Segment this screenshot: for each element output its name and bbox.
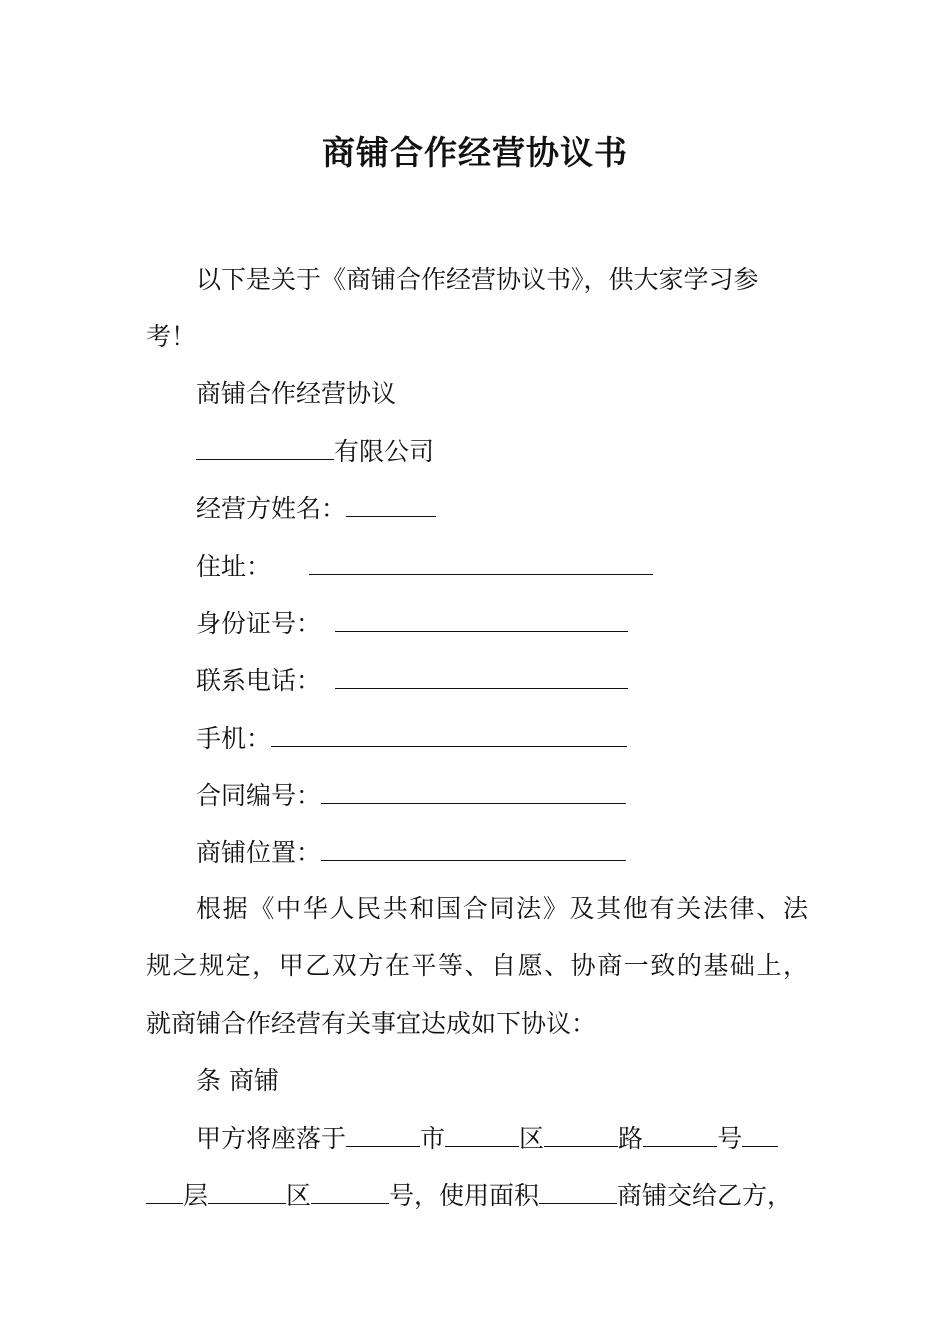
clause-line-1	[196, 1118, 816, 1159]
operator-name-label: 经营方姓名：	[196, 494, 347, 523]
operator-name-line	[196, 488, 866, 529]
floor-blank-end[interactable]	[146, 1175, 183, 1204]
contract-number-blank[interactable]	[321, 775, 626, 804]
shop-location-label: 商铺位置：	[196, 838, 322, 867]
id-number-blank[interactable]	[335, 603, 628, 632]
company-suffix: 有限公司	[334, 437, 435, 466]
clause-text: 号	[717, 1124, 743, 1153]
id-number-line	[196, 603, 866, 644]
intro-line-1	[196, 260, 808, 300]
basis-line-3: 就商铺合作经营有关事宜达成如下协议：	[146, 1009, 597, 1038]
clause-text: 市	[420, 1124, 446, 1153]
mobile-label: 手机：	[196, 724, 272, 753]
usable-area-blank[interactable]	[539, 1175, 617, 1204]
district-blank[interactable]	[445, 1118, 519, 1147]
address-label: 住址：	[196, 552, 272, 581]
phone-line	[196, 660, 866, 701]
address-line	[196, 546, 866, 587]
clause-text: 商铺交给乙方，	[617, 1181, 793, 1210]
phone-label: 联系电话：	[196, 666, 322, 695]
number-blank[interactable]	[643, 1118, 717, 1147]
intro-text-1: 以下是关于《商铺合作经营协议书》，供大家学习参	[196, 265, 759, 294]
road-blank[interactable]	[544, 1118, 618, 1147]
clause-text: 路	[618, 1124, 644, 1153]
clause-text: 甲方将座落于	[196, 1124, 347, 1153]
address-blank[interactable]	[309, 546, 653, 575]
agreement-subtitle: 商铺合作经营协议	[196, 379, 397, 408]
basis-line-2: 规之规定，甲乙双方在平等、自愿、协商一致的基础上，	[146, 951, 808, 980]
intro-line-2	[146, 317, 816, 357]
contract-number-label: 合同编号：	[196, 781, 322, 810]
shop-location-blank[interactable]	[321, 832, 626, 861]
clause-text: 层	[183, 1181, 209, 1210]
unit-blank[interactable]	[311, 1175, 389, 1204]
clause-text: 区	[286, 1181, 312, 1210]
basis-line-1: 根据《中华人民共和国合同法》及其他有关法律、法	[196, 894, 808, 923]
phone-blank[interactable]	[335, 660, 628, 689]
clause-line-2	[146, 1175, 816, 1216]
city-blank[interactable]	[346, 1118, 420, 1147]
company-name-blank[interactable]	[196, 431, 334, 460]
area-blank[interactable]	[208, 1175, 286, 1204]
company-line	[196, 431, 866, 472]
id-number-label: 身份证号：	[196, 609, 322, 638]
intro-text-2: 考！	[146, 322, 197, 351]
article-heading: 条 商铺	[196, 1066, 279, 1095]
clause-text: 区	[519, 1124, 545, 1153]
mobile-line	[196, 718, 866, 759]
document-title: 商铺合作经营协议书	[322, 133, 628, 172]
clause-text: 号，使用面积	[389, 1181, 540, 1210]
contract-number-line	[196, 775, 866, 816]
shop-location-line	[196, 832, 866, 873]
mobile-blank[interactable]	[271, 718, 627, 747]
floor-blank-start[interactable]	[742, 1118, 778, 1147]
operator-name-blank[interactable]	[346, 488, 436, 517]
